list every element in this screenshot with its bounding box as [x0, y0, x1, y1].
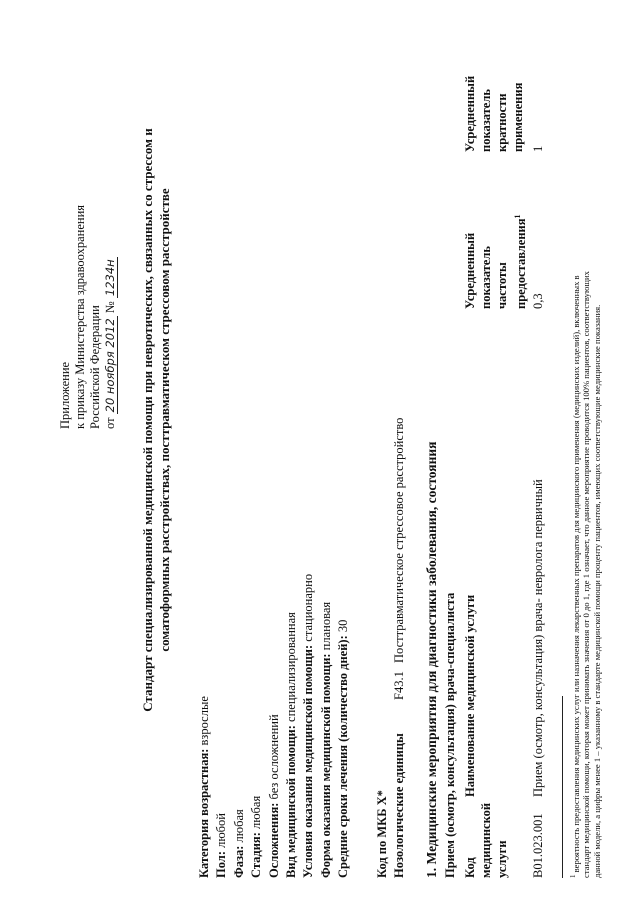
- footnote: [568, 8, 602, 878]
- attribute-label: Фаза:: [231, 845, 246, 878]
- attribute-label: Вид медицинской помощи:: [284, 725, 299, 878]
- col-header-multiplicity-line: применения: [511, 82, 525, 152]
- attribute-value: без осложнений: [266, 714, 281, 803]
- footnote-line-3: данной модели, а цифры менее 1 – указанному в стандарте медицинской помощи проценту пациентов, имеющих соответствующие медицинские показания.: [591, 304, 602, 878]
- attribute-value: стационарно: [301, 573, 316, 645]
- attribute-list: [196, 574, 353, 878]
- attribute-value: специализированная: [284, 612, 299, 726]
- col-header-frequency-line: Усредненный: [463, 232, 477, 309]
- col-header-multiplicity-line: Усредненный: [463, 75, 477, 152]
- attribute-row: [213, 574, 230, 878]
- handwritten-date: 20 ноября 2012: [103, 318, 117, 413]
- icd-code: F43.1: [392, 671, 406, 700]
- col-header-frequency-text: предоставления: [514, 218, 529, 309]
- col-header-multiplicity-line: кратности: [495, 93, 509, 152]
- document-title: [139, 0, 173, 845]
- attribute-label: Условия оказания медицинской помощи:: [301, 644, 316, 878]
- title-line-2: соматоформных расстройствах, посттравматическом стрессовом расстройстве: [157, 188, 172, 652]
- table-row-name: Прием (осмотр, консультация) врача- невролога первичный: [531, 479, 545, 797]
- col-header-code-line: услуги: [495, 840, 509, 878]
- nosology-label: Нозологические единицы: [392, 733, 406, 878]
- col-header-name: [462, 595, 478, 797]
- col-header-frequency-line: [510, 214, 529, 309]
- table-row-frequency: 0,3: [531, 293, 545, 309]
- attribute-label: Форма оказания медицинской помощи:: [318, 653, 333, 878]
- footnote-line-1-text: вероятность предоставления медицинских услуг или назначения лекарственных препаратов для медицинского применения (медицинских изделий), включенных в: [570, 275, 581, 875]
- approval-line-3: Российской Федерации: [88, 305, 102, 429]
- footnote-marker: 1: [569, 874, 577, 878]
- attribute-label: Категория возрастная:: [197, 748, 211, 878]
- col-header-code: [462, 803, 510, 878]
- footnote-ref: 1: [513, 214, 522, 219]
- attribute-row: [266, 574, 283, 878]
- approval-date-line: [103, 205, 118, 429]
- icd-name: Посттравматическое стрессовое расстройство: [392, 417, 406, 663]
- attribute-value: любая: [249, 795, 264, 833]
- footnote-divider: [562, 696, 563, 878]
- attribute-row: [283, 574, 300, 878]
- attribute-row: [318, 574, 335, 878]
- footnote-line-1: [568, 8, 581, 878]
- attribute-value: 30: [336, 619, 351, 636]
- number-prefix: №: [103, 301, 117, 314]
- approval-line-1: Приложение: [58, 361, 72, 429]
- section-title: 1. Медицинские мероприятия для диагностики заболевания, состояния: [424, 441, 439, 878]
- col-header-frequency-line: частоты: [495, 262, 509, 309]
- attribute-value: плановая: [318, 601, 333, 654]
- attribute-value: любая: [231, 809, 246, 846]
- handwritten-number: 1234н: [103, 259, 117, 297]
- col-header-multiplicity-line: показатель: [479, 89, 493, 152]
- date-prefix: от: [103, 417, 117, 429]
- approval-block: [58, 205, 118, 429]
- attribute-label: Осложнения:: [266, 802, 281, 878]
- col-header-multiplicity: [462, 76, 526, 152]
- attribute-label: Средние сроки лечения (количество дней):: [336, 635, 351, 878]
- attribute-value: любой: [214, 813, 229, 852]
- col-header-code-line: медицинской: [479, 802, 493, 878]
- icd-code-label: Код по МКБ X*: [375, 790, 389, 878]
- attribute-row: [248, 574, 265, 878]
- col-header-frequency-line: показатель: [479, 246, 493, 309]
- attribute-row: [196, 574, 213, 878]
- attribute-label: Стадия:: [249, 832, 264, 878]
- title-line-1: Стандарт специализированной медицинской помощи при невротических, связанных со стрессом и: [140, 128, 155, 712]
- footnote-line-2: стандарт медицинской помощи, которая может принимать значения от 0 до 1, где 1 означает, что данное мероприятие проводится 100% пациентов, соответствующих: [581, 271, 592, 878]
- attribute-row: [231, 574, 248, 878]
- table-row-code: B01.023.001: [531, 813, 545, 878]
- section-subtitle: Прием (осмотр, консультация) врача-специалиста: [443, 592, 457, 878]
- col-header-name-line: Наименование медицинской услуги: [463, 594, 477, 797]
- approval-line-2: к приказу Министерства здравоохранения: [73, 204, 87, 429]
- table-row-multiplicity: 1: [531, 145, 545, 152]
- col-header-frequency: [462, 214, 529, 309]
- attribute-label: Пол:: [214, 851, 229, 878]
- col-header-code-line: Код: [463, 857, 477, 878]
- attribute-row: [300, 574, 317, 878]
- attribute-value: взрослые: [197, 696, 211, 749]
- attribute-row: [335, 574, 352, 878]
